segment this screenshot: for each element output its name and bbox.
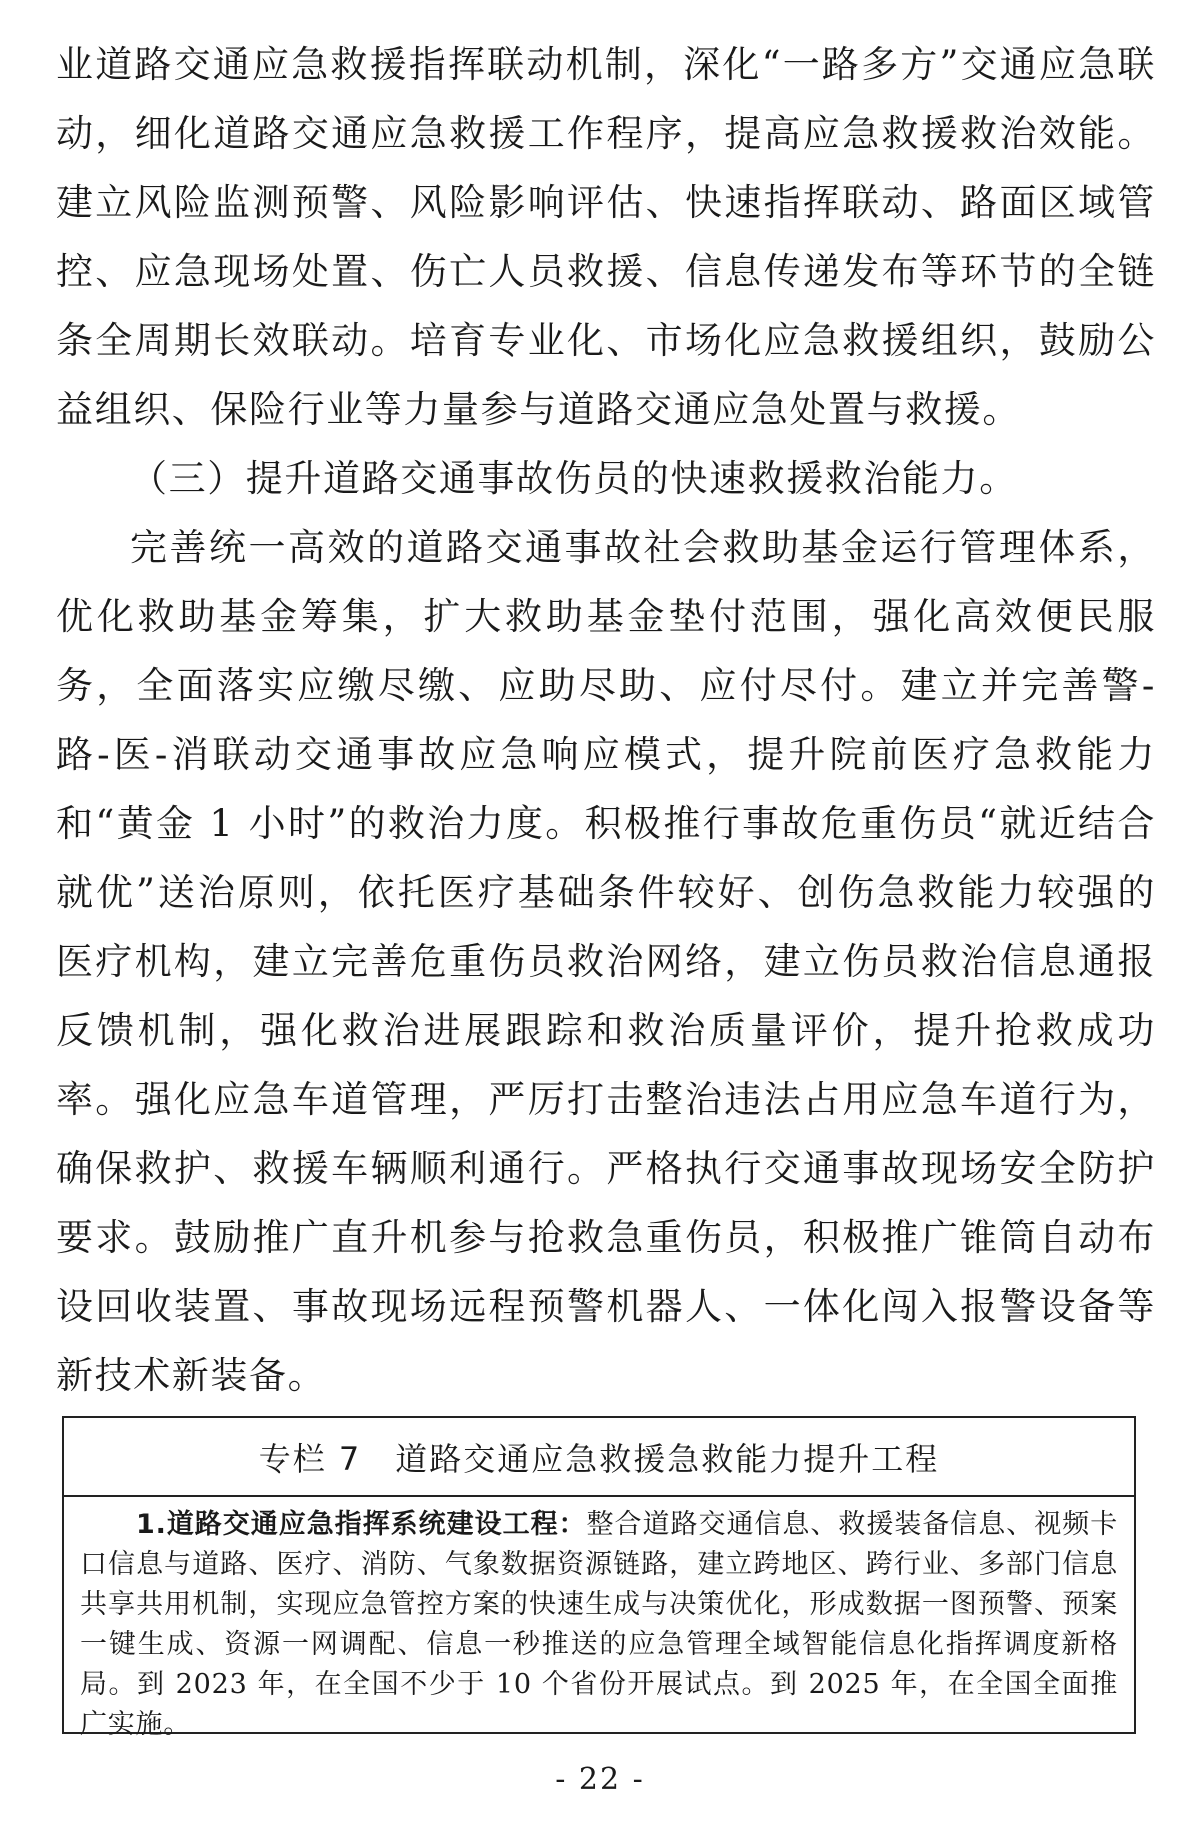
paragraph-casualty-rescue: 完善统一高效的道路交通事故社会救助基金运行管理体系，优化救助基金筹集，扩大救助基金垫付范围，强化高效便民服务，全面落实应缴尽缴、应助尽助、应付尽付。建立并完善警-路-医-消联动交通事故应急响应模式，提升院前医疗急救能力和“黄金 1 小时”的救治力度。积极推行事故危重伤员“就近结合就优”送治原则，依托医疗基础条件较好、创伤急救能力较强的医疗机构，建立完善危重伤员救治网络，建立伤员救治信息通报反馈机制，强化救治进展跟踪和救治质量评价，提升抢救成功率。强化应急车道管理，严厉打击整治违法占用应急车道行为，确保救护、救援车辆顺利通行。严格执行交通事故现场安全防护要求。鼓励推广直升机参与抢救急重伤员，积极推广锥筒自动布设回收装置、事故现场远程预警机器人、一体化闯入报警设备等新技术新装备。 — [56, 526, 1156, 1397]
page-number: - 22 - — [555, 1762, 645, 1797]
column-box-item — [80, 1505, 1118, 1745]
column-box-item-title: 1.道路交通应急指挥系统建设工程： — [136, 1509, 587, 1540]
column-box — [62, 1416, 1136, 1740]
column-box-item-text: 整合道路交通信息、救援装备信息、视频卡口信息与道路、医疗、消防、气象数据资源链路，建立跨地区、跨行业、多部门信息共享共用机制，实现应急管控方案的快速生成与决策优化，形成数据一图预警、预案一键生成、资源一网调配、信息一秒推送的应急管理全域智能信息化指挥调度新格局。到 2023 年，在全国不少于 10 个省份开展试点。到 2025 年，在全国全面推广实施。 — [80, 1509, 1118, 1740]
body-text — [56, 30, 1156, 1410]
section-heading-3: （三）提升道路交通事故伤员的快速救援救治能力。 — [130, 457, 1018, 500]
paragraph-emergency-rescue-linkage: 业道路交通应急救援指挥联动机制，深化“一路多方”交通应急联动，细化道路交通应急救援工作程序，提高应急救援救治效能。建立风险监测预警、风险影响评估、快速指挥联动、路面区域管控、应急现场处置、伤亡人员救援、信息传递发布等环节的全链条全周期长效联动。培育专业化、市场化应急救援组织，鼓励公益组织、保险行业等力量参与道路交通应急处置与救援。 — [56, 43, 1156, 431]
column-box-body — [64, 1497, 1134, 1745]
column-box-title: 专栏 7 道路交通应急救援急救能力提升工程 — [64, 1418, 1134, 1497]
